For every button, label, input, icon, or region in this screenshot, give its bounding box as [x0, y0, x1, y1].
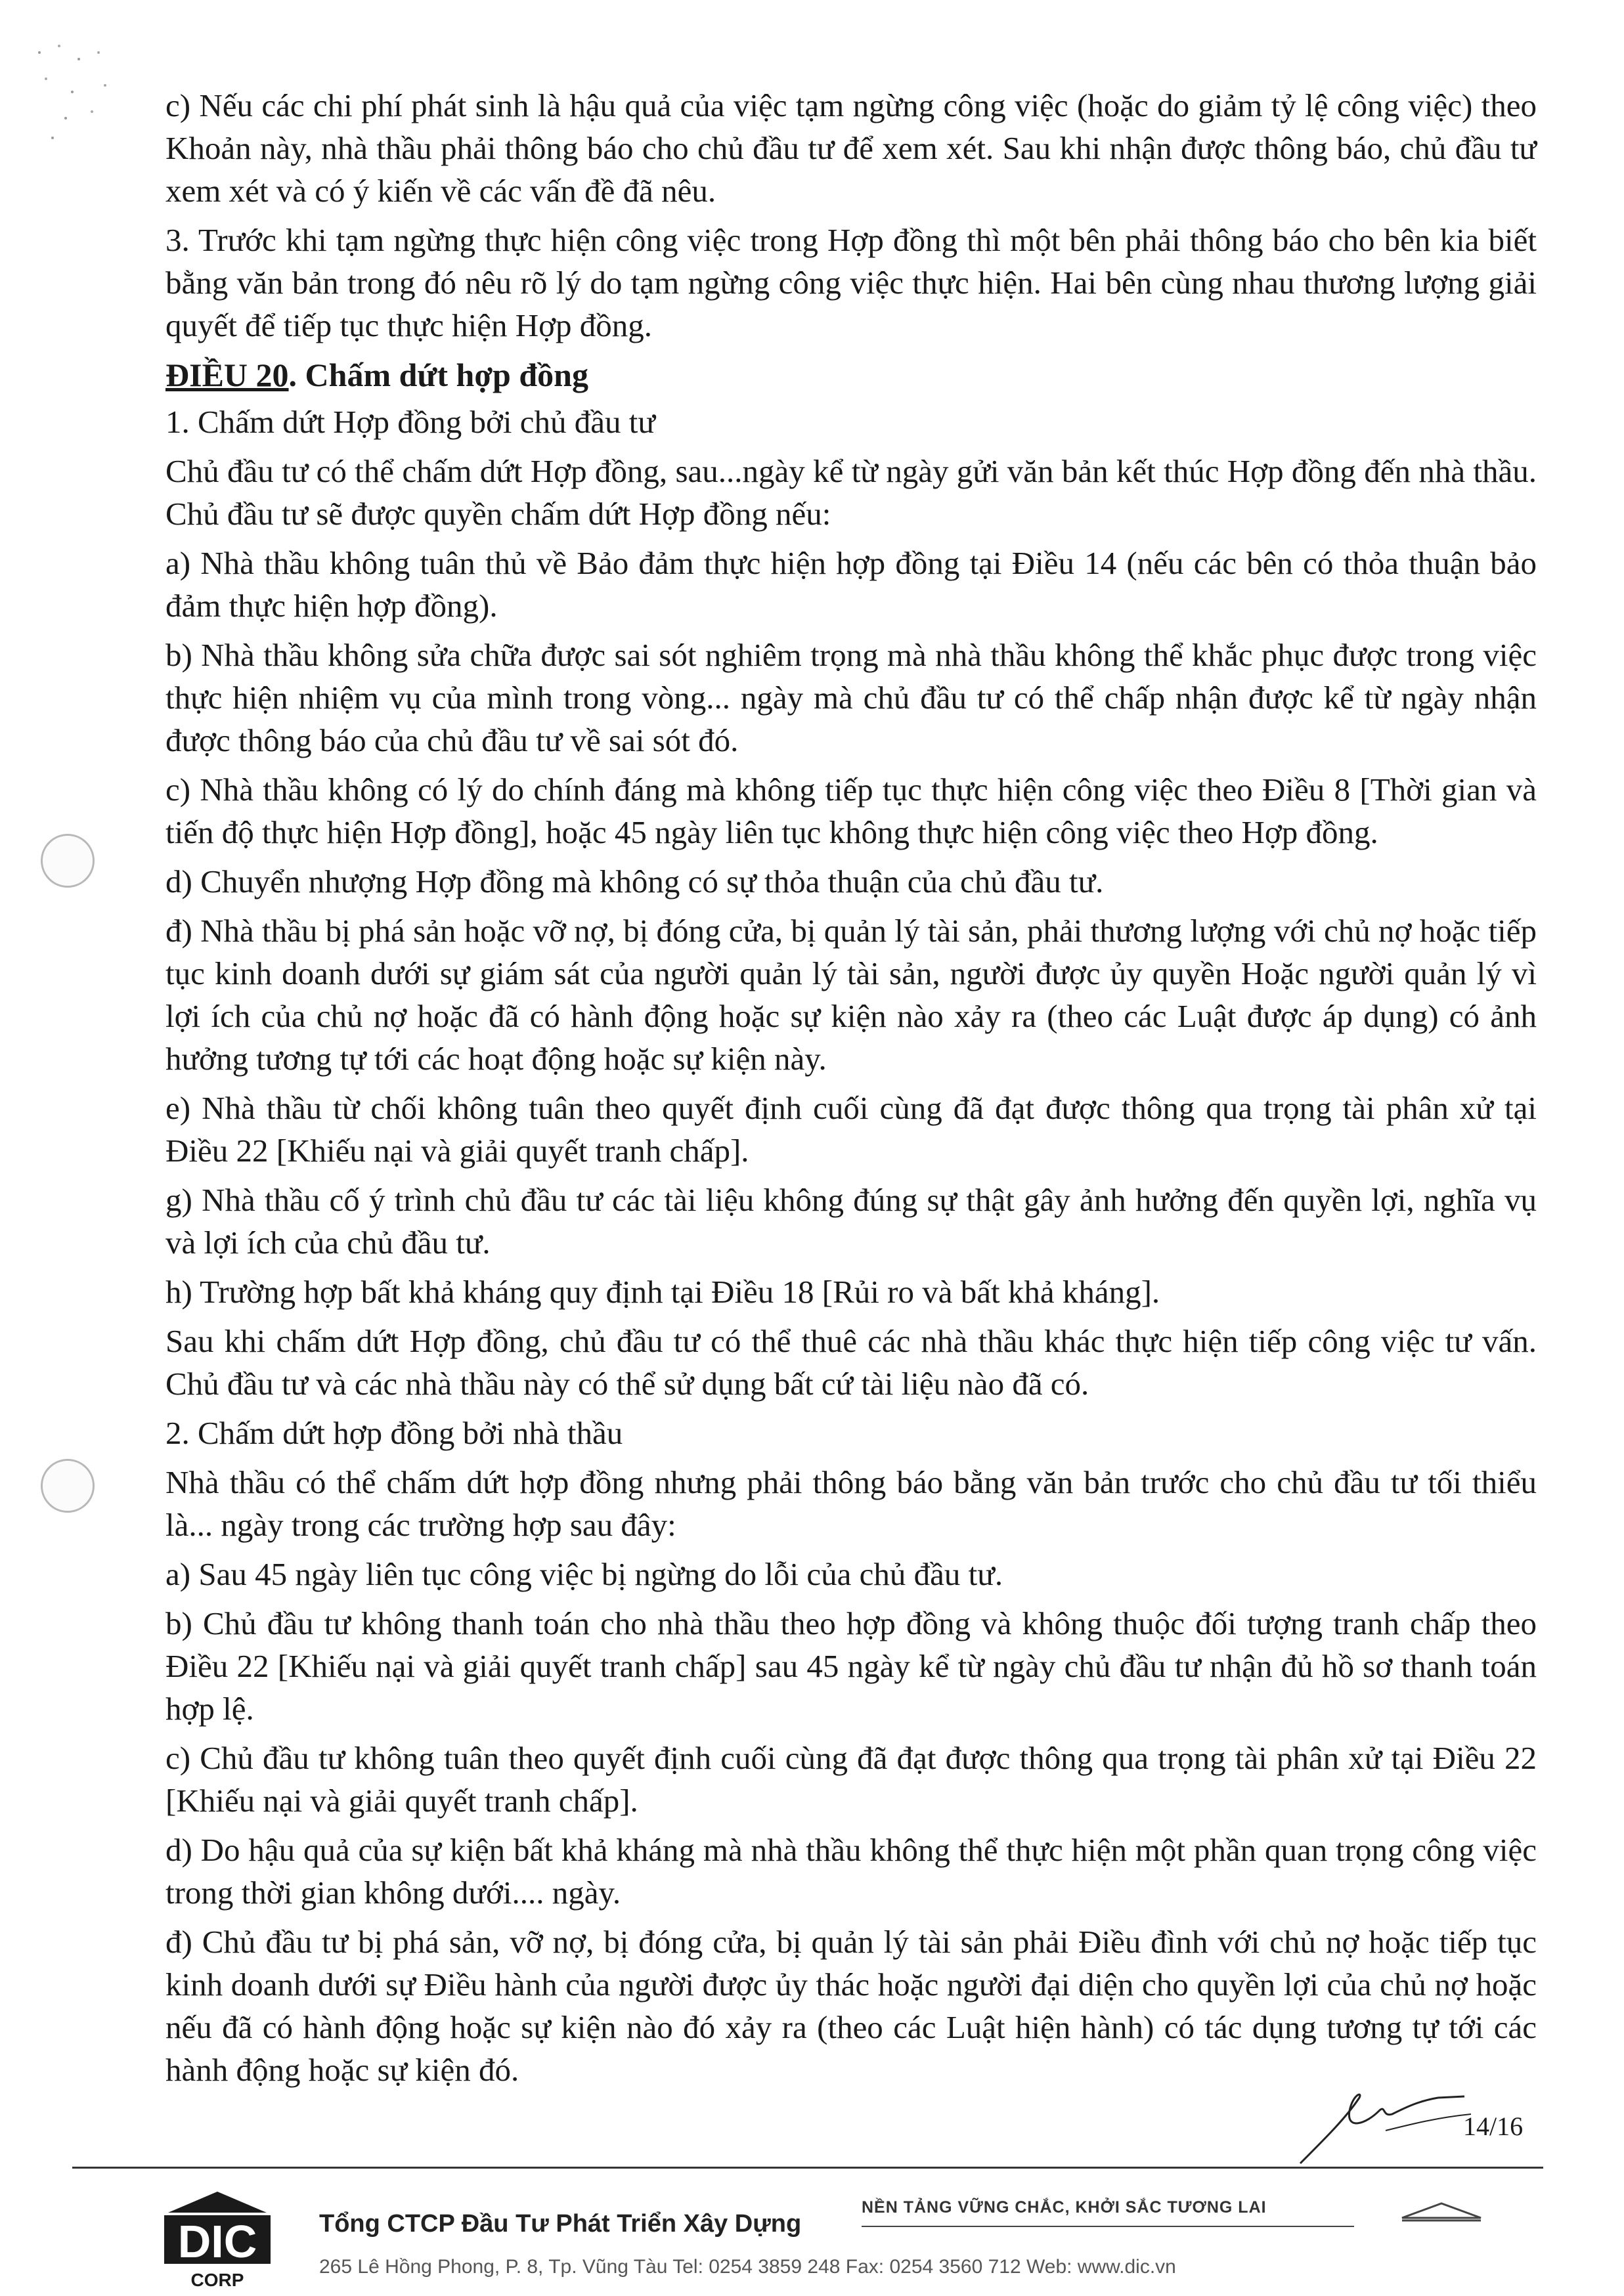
company-slogan: NỀN TẢNG VỮNG CHẮC, KHỞI SẮC TƯƠNG LAI [862, 2198, 1267, 2217]
paragraph: a) Nhà thầu không tuân thủ về Bảo đảm thực hiện hợp đồng tại Điều 14 (nếu các bên có thỏa thuận bảo đảm thực hiện hợp đồng). [165, 545, 1537, 624]
paragraph: Chủ đầu tư có thể chấm dứt Hợp đồng, sau...ngày kể từ ngày gửi văn bản kết thúc Hợp đồng đến nhà thầu. Chủ đầu tư sẽ được quyền chấm dứt Hợp đồng nếu: [165, 453, 1537, 532]
slogan-underline [862, 2226, 1354, 2227]
company-address: 265 Lê Hồng Phong, P. 8, Tp. Vũng Tàu Tel: 0254 3859 248 Fax: 0254 3560 712 Web: www.dic.vn [319, 2256, 1176, 2278]
document-body [165, 84, 1537, 2098]
paragraph-c-suspension-costs: c) Nếu các chi phí phát sinh là hậu quả của việc tạm ngừng công việc (hoặc do giảm tỷ lệ công việc) theo Khoản này, nhà thầu phải thông báo cho chủ đầu tư để xem xét. Sau khi nhận được thông báo, chủ đầu tư xem xét và có ý kiến về các vấn đề đã nêu. [165, 87, 1537, 209]
logo-text: DIC [177, 2216, 257, 2267]
company-name: Tổng CTCP Đầu Tư Phát Triển Xây Dựng [319, 2210, 802, 2238]
punch-hole-bottom [41, 1459, 95, 1513]
dic-logo [155, 2186, 280, 2291]
paragraph: d) Do hậu quả của sự kiện bất khả kháng mà nhà thầu không thể thực hiện một phần quan trọng công việc trong thời gian không dưới.... ngày. [165, 1832, 1537, 1911]
paragraph: b) Chủ đầu tư không thanh toán cho nhà thầu theo hợp đồng và không thuộc đối tượng tranh chấp theo Điều 22 [Khiếu nại và giải quyết tranh chấp] sau 45 ngày kể từ ngày chủ đầu tư nhận đủ hồ sơ thanh toán hợp lệ. [165, 1605, 1537, 1727]
paragraph: đ) Nhà thầu bị phá sản hoặc vỡ nợ, bị đóng cửa, bị quản lý tài sản, phải thương lượng với chủ nợ hoặc tiếp tục kinh doanh dưới sự giám sát của người quản lý tài sản, người được ủy quyền Hoặc người quản lý vì lợi ích của chủ nợ hoặc đã có hành động hoặc sự kiện nào xảy ra (theo các Luật được áp dụng) có ảnh hưởng tương tự tới các hoạt động hoặc sự kiện này. [165, 913, 1537, 1077]
paragraph: 2. Chấm dứt hợp đồng bởi nhà thầu [165, 1415, 623, 1451]
paragraph: d) Chuyển nhượng Hợp đồng mà không có sự thỏa thuận của chủ đầu tư. [165, 863, 1104, 899]
page-number: 14/16 [1463, 2112, 1524, 2141]
paragraph: h) Trường hợp bất khả kháng quy định tại Điều 18 [Rủi ro và bất khả kháng]. [165, 1274, 1160, 1310]
scan-specks [26, 39, 125, 171]
article-title: . Chấm dứt hợp đồng [288, 357, 588, 393]
logo-subtext: CORP [190, 2270, 244, 2290]
paragraph: Nhà thầu có thể chấm dứt hợp đồng nhưng phải thông báo bằng văn bản trước cho chủ đầu tư tối thiểu là... ngày trong các trường hợp sau đây: [165, 1464, 1537, 1543]
paragraph: a) Sau 45 ngày liên tục công việc bị ngừng do lỗi của chủ đầu tư. [165, 1556, 1003, 1592]
paragraph: 1. Chấm dứt Hợp đồng bởi chủ đầu tư [165, 404, 655, 440]
paragraph: c) Chủ đầu tư không tuân theo quyết định cuối cùng đã đạt được thông qua trọng tài phân xử tại Điều 22 [Khiếu nại và giải quyết tranh chấp]. [165, 1740, 1537, 1819]
paragraph-3-notice: 3. Trước khi tạm ngừng thực hiện công việc trong Hợp đồng thì một bên phải thông báo cho bên kia biết bằng văn bản trong đó nêu rõ lý do tạm ngừng công việc thực hiện. Hai bên cùng nhau thương lượng giải quyết để tiếp tục thực hiện Hợp đồng. [165, 222, 1537, 343]
paragraph: g) Nhà thầu cố ý trình chủ đầu tư các tài liệu không đúng sự thật gây ảnh hưởng đến quyền lợi, nghĩa vụ và lợi ích của chủ đầu tư. [165, 1182, 1537, 1261]
paragraph: e) Nhà thầu từ chối không tuân theo quyết định cuối cùng đã đạt được thông qua trọng tài phân xử tại Điều 22 [Khiếu nại và giải quyết tranh chấp]. [165, 1090, 1537, 1169]
paragraph: Sau khi chấm dứt Hợp đồng, chủ đầu tư có thể thuê các nhà thầu khác thực hiện tiếp công việc tư vấn. Chủ đầu tư và các nhà thầu này có thể sử dụng bất cứ tài liệu nào đã có. [165, 1323, 1537, 1402]
paragraph: b) Nhà thầu không sửa chữa được sai sót nghiêm trọng mà nhà thầu không thể khắc phục được trong việc thực hiện nhiệm vụ của mình trong vòng... ngày mà chủ đầu tư có thể chấp nhận được kể từ ngày nhận được thông báo của chủ đầu tư về sai sót đó. [165, 637, 1537, 758]
roof-icon [1399, 2198, 1484, 2224]
paragraph: đ) Chủ đầu tư bị phá sản, vỡ nợ, bị đóng cửa, bị quản lý tài sản phải Điều đình với chủ nợ hoặc tiếp tục kinh doanh dưới sự Điều hành của người được ủy thác hoặc người đại diện cho quyền lợi của chủ nợ hoặc nếu đã có hành động hoặc sự kiện nào đó xảy ra (theo các Luật hiện hành) có tác dụng tương tự tới các hành động hoặc sự kiện đó. [165, 1924, 1537, 2088]
paragraph: c) Nhà thầu không có lý do chính đáng mà không tiếp tục thực hiện công việc theo Điều 8 [Thời gian và tiến độ thực hiện Hợp đồng], hoặc 45 ngày liên tục không thực hiện công việc theo Hợp đồng. [165, 771, 1537, 850]
punch-hole-top [41, 834, 95, 888]
article-heading [165, 353, 1537, 397]
footer-divider [72, 2167, 1543, 2169]
article-number: ĐIỀU 20 [165, 357, 289, 393]
signature-initials [1287, 2071, 1484, 2170]
